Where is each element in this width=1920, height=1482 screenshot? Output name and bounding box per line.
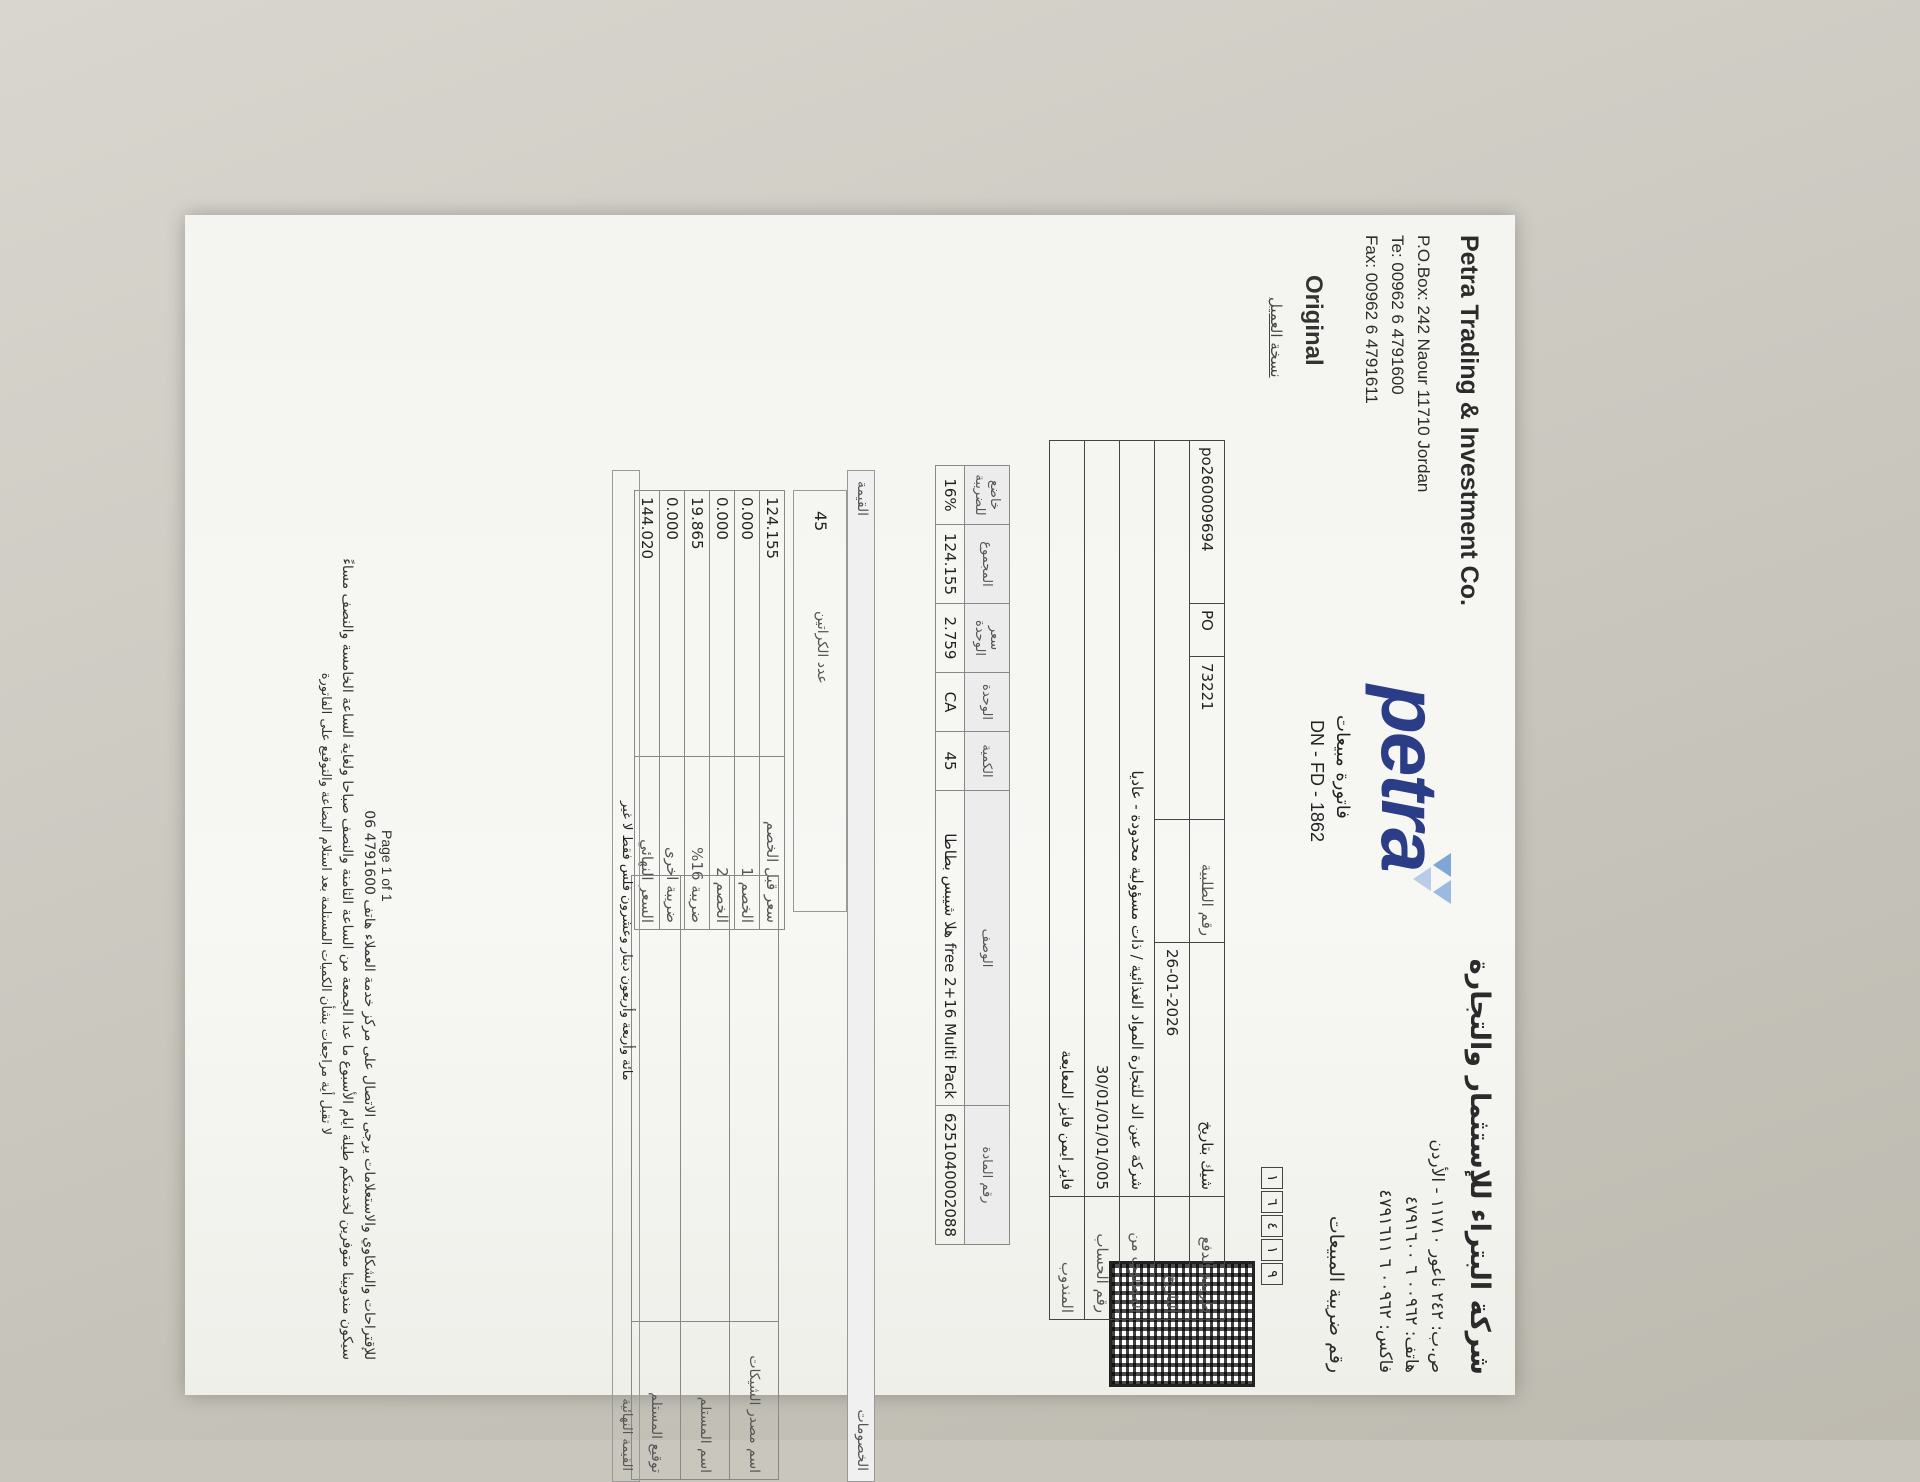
company-address-ar: ص.ب: ٢٤٢ ناعور ١١٧١٠ - الأردن [1427, 1139, 1447, 1373]
col-qty: الكمية [965, 732, 1010, 791]
receiver-name-label: اسم المستلم [681, 1322, 730, 1480]
final-price-label: السعر النهائي [635, 757, 660, 930]
footer-line-1: للإقتراحات والشكاوي والاستعلامات يرجى الاتصال على مركز خدمة العملاء هاتف 4791600 06 [361, 810, 377, 1360]
tax-number-boxes [1261, 1165, 1283, 1285]
invoice-date: 26-01-2026 [1155, 943, 1190, 1197]
discount1-value: 0.000 [735, 491, 760, 757]
info-row [1155, 441, 1190, 1320]
final-amount-bar [612, 470, 640, 1482]
info-row [1190, 441, 1225, 1320]
row-unit: CA [936, 673, 965, 732]
totals-row [735, 491, 760, 930]
final-amount-words: مائة وأربعة وأربعون دينار وعشرون فلس فقط لا غير [619, 801, 634, 1081]
info-row [1085, 441, 1120, 1320]
company-fax-en: Fax: 00962 6 4791611 [1362, 235, 1381, 404]
invoice-info-table [1049, 440, 1225, 1320]
final-price-value: 144.020 [635, 491, 660, 757]
row-item-no: 6251040002088 [936, 1106, 965, 1245]
cartons-value: 45 [811, 511, 830, 532]
company-name-ar: شركة البتراء للإستثمار والتجارة [1464, 958, 1495, 1375]
customer-name: شركة عين الد للتجارة المواد الغذائية / ذات مسؤولية محدودة - عاديا [1120, 441, 1155, 1197]
items-table [935, 465, 1010, 1245]
tax-digit: ١ [1261, 1239, 1283, 1261]
order-number-label: رقم الطلبية [1190, 820, 1225, 943]
document-number: DN - FD - 1862 [1307, 720, 1327, 843]
col-item-no: رقم المادة [965, 1106, 1010, 1245]
company-tel-en: Te: 00962 6 4791600 [1388, 235, 1407, 395]
discounts-bar [847, 470, 875, 1482]
tax-digit: ٦ [1261, 1191, 1283, 1213]
account-label: رقم الحساب [1085, 1197, 1120, 1320]
logo-triangle-icon [1433, 853, 1451, 877]
row-total: 124.155 [936, 525, 965, 604]
signature-row [730, 876, 779, 1480]
po-label: PO [1190, 604, 1225, 657]
other-tax-value: 0.000 [660, 491, 685, 757]
row-desc: free 2+16 Multi Pack هلا شيبس بطاطا [936, 791, 965, 1106]
logo-wordmark: petra [1365, 685, 1454, 871]
cartons-label: عدد الكراتين [814, 611, 830, 684]
tax-digit: ٩ [1261, 1263, 1283, 1285]
table-row [936, 466, 965, 1245]
receiver-signature-label: توقيع المستلم [632, 1322, 681, 1480]
totals-row [760, 491, 785, 930]
original-label: Original [1300, 275, 1327, 366]
invoice-sheet [185, 215, 1515, 1473]
account-number: 30/01/01/01/005 [1085, 441, 1120, 1197]
signature-row [681, 876, 730, 1480]
company-tel-ar: هاتف: ٠٠٩٦٢ ٦ ٤٧٩١٦٠٠ [1401, 1195, 1421, 1373]
col-tax: خاضع للضريبة [965, 466, 1010, 525]
footer-line-2: سيكون مندوبينا متوفرين لخدمتكم طيلة ايام الأسبوع ما عدا الجمعة من الساعة الثامنة والنصف صباحا ولغاية الساعة الخامسة والنصف مساءً [339, 558, 355, 1360]
date-label: التاريخ [1155, 1197, 1190, 1320]
tax-number-label: رقم ضريبة المبيعات [1325, 1215, 1347, 1373]
subtotal-label: سعر قبل الخصم [760, 757, 785, 930]
tax-digit: ١ [1261, 1167, 1283, 1189]
other-tax-label: ضريبة اخرى [660, 757, 685, 930]
tax-digit: ٤ [1261, 1215, 1283, 1237]
logo-triangle-icon [1433, 880, 1451, 904]
col-total: المجموع [965, 525, 1010, 604]
discounts-label: الخصومات [854, 1409, 870, 1471]
col-unit: الوحدة [965, 673, 1010, 732]
row-qty: 45 [936, 732, 965, 791]
sales-rep: فايز ايمن فايز المعايعة [1050, 441, 1085, 1197]
col-unit-price: سعر الوحدة [965, 604, 1010, 673]
discount2-label: الخصم 2 [710, 757, 735, 930]
totals-row [660, 491, 685, 930]
col-desc: الوصف [965, 791, 1010, 1106]
order-number: 73221 [1190, 657, 1225, 820]
payment-method: شيك بتاريخ [1190, 943, 1225, 1197]
totals-table [634, 490, 785, 930]
totals-row [685, 491, 710, 930]
totals-row [710, 491, 735, 930]
cheque-issuer-label: اسم مصدر الشيكات [730, 1322, 779, 1480]
petra-logo [1345, 685, 1455, 925]
company-address-en: P.O.Box: 242 Naour 11710 Jordan [1414, 235, 1433, 493]
rep-label: المندوب [1050, 1197, 1085, 1320]
info-row [1120, 441, 1155, 1320]
value-label: القيمة [854, 481, 870, 517]
row-tax: 16% [936, 466, 965, 525]
document-title: فاتورة مبيعات [1332, 715, 1353, 819]
company-fax-ar: فاكس: ٠٠٩٦٢ ٦ ٤٧٩١٦١١ [1375, 1189, 1395, 1373]
company-name-en: Petra Trading & Investment Co. [1455, 235, 1483, 606]
info-row [1050, 441, 1085, 1320]
page-number: Page 1 of 1 [379, 830, 395, 902]
final-amount-label: القيمة النهائية [619, 1398, 634, 1471]
row-unit-price: 2.759 [936, 604, 965, 673]
signatures-table [631, 875, 779, 1480]
discount2-value: 0.000 [710, 491, 735, 757]
discount1-label: الخصم 1 [735, 757, 760, 930]
items-header-row [965, 466, 1010, 1245]
subtotal-value: 124.155 [760, 491, 785, 757]
logo-triangle-icon [1413, 867, 1431, 891]
payment-method-label: طريقة الدفع [1190, 1197, 1225, 1320]
tax-value: 19.865 [685, 491, 710, 757]
footer-line-3: لا تقبل أية مراجعات بشأن الكميات المستلمة بعد استلام البضاعة والتوقيع على الفاتورة [318, 672, 333, 1135]
required-from-label: المطلوب من [1120, 1197, 1155, 1320]
cartons-box [793, 490, 847, 912]
customer-copy-label: نسخة العميل [1267, 297, 1285, 378]
po-number: po260009694 [1190, 441, 1225, 604]
tax-label: ضريبة 16% [685, 757, 710, 930]
